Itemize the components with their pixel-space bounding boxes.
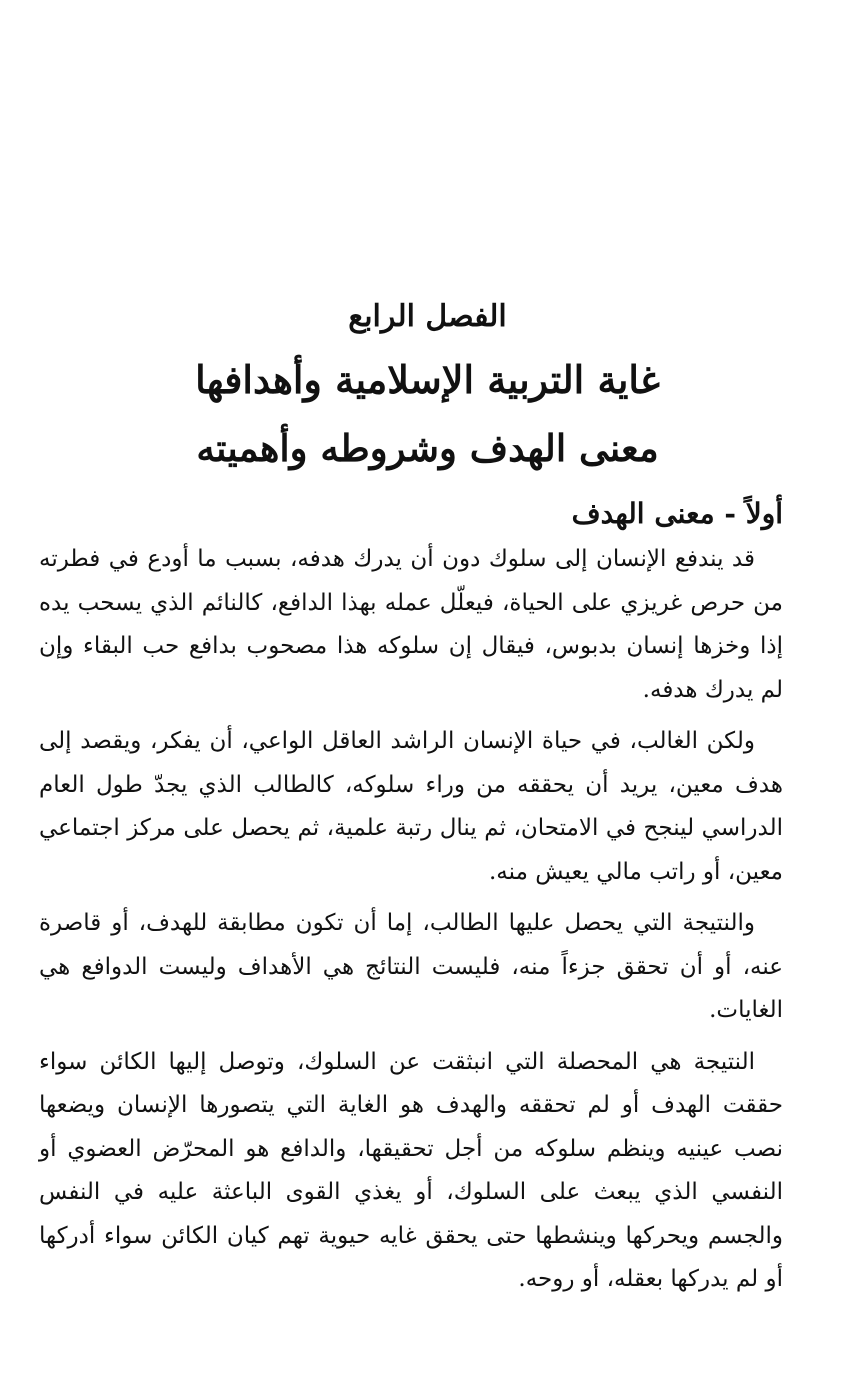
paragraph-1: قد يندفع الإنسان إلى سلوك دون أن يدرك هدفه، بسبب ما أودع في فطرته من حرص غريزي على الحياة، فيعلّل عمله بهذا الدافع، كالنائم الذي يسحب يده إذا وخزها إنسان بدبوس، فيقال إن سلوكه هذا مصحوب بدافع حب البقاء وإن لم يدرك هدفه. <box>39 546 783 703</box>
paragraph-2: ولكن الغالب، في حياة الإنسان الراشد العاقل الواعي، أن يفكر، ويقصد إلى هدف معين، يريد أن يحققه من وراء سلوكه، كالطالب الذي يجدّ طول العام الدراسي لينجح في الامتحان، ثم ينال رتبة علمية، ثم يحصل على مركز اجتماعي معين، أو راتب مالي يعيش منه. <box>39 728 783 885</box>
body-text <box>39 538 783 1310</box>
paragraph-4: النتيجة هي المحصلة التي انبثقت عن السلوك، وتوصل إليها الكائن سواء حققت الهدف أو لم تحققه والهدف هو الغاية التي يتصورها الإنسان ويضعها نصب عينيه وينظم سلوكه من أجل تحقيقها، والدافع هو المحرّض العضوي أو النفسي الذي يبعث على السلوك، أو يغذي القوى الباعثة عليه في النفس والجسم ويحركها وينشطها حتى يحقق غايه حيوية تهم كيان الكائن سواء أدركها أو لم يدركها بعقله، أو روحه. <box>39 1048 783 1292</box>
section-title: معنى الهدف وشروطه وأهميته <box>196 426 659 470</box>
subsection-heading: أولاً - معنى الهدف <box>571 497 783 530</box>
chapter-title: غاية التربية الإسلامية وأهدافها <box>195 357 660 402</box>
paragraph-3: والنتيجة التي يحصل عليها الطالب، إما أن تكون مطابقة للهدف، أو قاصرة عنه، أو أن تحقق جزءاً منه، فليست النتائج هي الأهداف وليست الدوافع هي الغايات. <box>39 910 783 1023</box>
chapter-label: الفصل الرابع <box>348 299 507 334</box>
